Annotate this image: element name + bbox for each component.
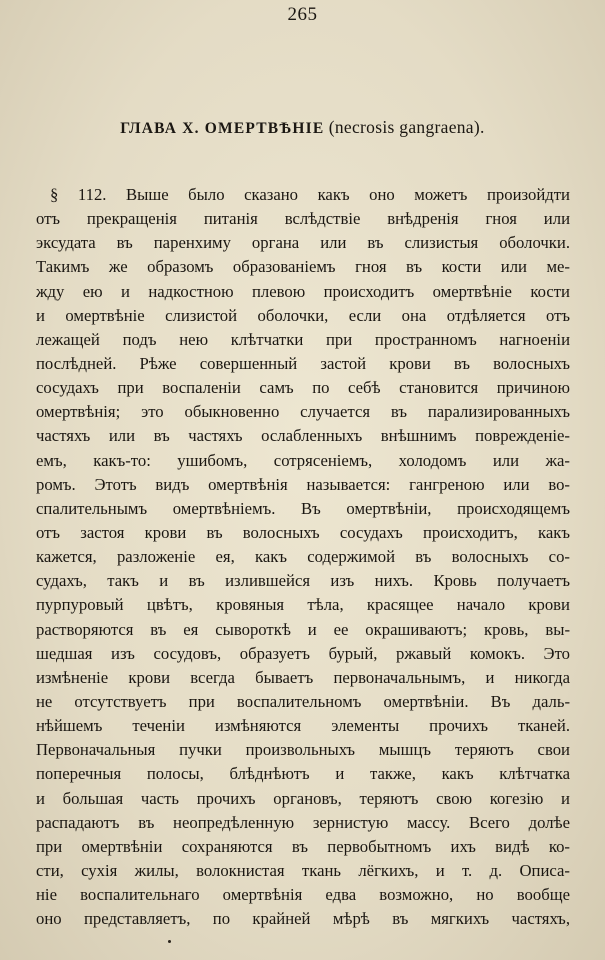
page-number: 265 bbox=[287, 4, 318, 25]
text-line: ніе воспалительнаго омертвѣнія едва возможно, но вообще bbox=[36, 885, 570, 905]
text-line: оно представляетъ, по крайней мѣрѣ въ мягкихъ частяхъ, bbox=[36, 909, 570, 929]
text-line: отъ застоя крови въ волосныхъ сосудахъ происходитъ, какъ bbox=[36, 522, 570, 542]
text-line: измѣненіе крови всегда бываетъ первоначальнымъ, и никогда bbox=[36, 667, 570, 687]
text-line: и омертвѣніе слизистой оболочки, если она отдѣляется отъ bbox=[36, 305, 570, 325]
text-line: отъ прекращенія питанія вслѣдствіе внѣдренія гноя или bbox=[36, 209, 570, 229]
text-line: § 112. Выше было сказано какъ оно можетъ произойдти bbox=[50, 185, 570, 204]
text-line: ромъ. Этотъ видъ омертвѣнія называется: гангреною или во- bbox=[36, 474, 570, 494]
text-line: послѣдней. Рѣже совершенный застой крови въ волосныхъ bbox=[36, 353, 570, 373]
chapter-title bbox=[0, 117, 605, 138]
text-line: эксудата въ паренхиму органа или въ слизистыя оболочки. bbox=[36, 233, 570, 253]
text-line: лежащей подъ нею клѣтчатки при пространномъ нагноеніи bbox=[36, 329, 570, 349]
text-line: шедшая изъ сосудовъ, образуетъ бурый, ржавый комокъ. Это bbox=[36, 643, 570, 663]
text-line: сосудахъ при воспаленіи самъ по себѣ становится причиною bbox=[36, 378, 570, 398]
text-line: спалительнымъ омертвѣніемъ. Въ омертвѣніи, происходящемъ bbox=[36, 498, 570, 518]
text-line: омертвѣнія; это обыкновенно случается въ парализированныхъ bbox=[36, 402, 570, 422]
print-speck bbox=[168, 940, 171, 943]
text-line: емъ, какъ-то: ушибомъ, сотрясеніемъ, холодомъ или жа- bbox=[36, 450, 570, 470]
body-text bbox=[36, 183, 570, 931]
text-line: поперечныя полосы, блѣднѣютъ и также, какъ клѣтчатка bbox=[36, 764, 570, 784]
text-line: распадаютъ въ неопредѣленную зернистую массу. Всего долѣе bbox=[36, 812, 570, 832]
text-line: Такимъ же образомъ образованіемъ гноя въ кости или ме- bbox=[36, 257, 570, 277]
chapter-heading: ГЛАВА X. ОМЕРТВѢНІЕ bbox=[120, 120, 325, 137]
text-line: нѣйшемъ теченіи измѣняются элементы прочихъ тканей. bbox=[36, 716, 570, 736]
chapter-latin-subtitle: (necrosis gangraena). bbox=[328, 117, 485, 137]
text-line: и большая часть прочихъ органовъ, теряютъ свою когезію и bbox=[36, 788, 570, 808]
text-line: Первоначальныя пучки произвольныхъ мышцъ теряютъ свои bbox=[36, 740, 570, 760]
text-line: частяхъ или въ частяхъ ослабленныхъ внѣшнимъ поврежденіе- bbox=[36, 426, 570, 446]
text-line: кажется, разложеніе ея, какъ содержимой въ волосныхъ со- bbox=[36, 547, 570, 567]
text-line: судахъ, такъ и въ излившейся изъ нихъ. Кровь получаетъ bbox=[36, 571, 570, 591]
text-line: жду ею и надкостною плевою происходитъ омертвѣніе кости bbox=[36, 281, 570, 301]
text-line: пурпуровый цвѣтъ, кровяныя тѣла, красящее начало крови bbox=[36, 595, 570, 615]
text-line: растворяются въ ея сывороткѣ и ее окрашиваютъ; кровь, вы- bbox=[36, 619, 570, 639]
text-line: при омертвѣніи сохраняются въ первобытномъ ихъ видѣ ко- bbox=[36, 836, 570, 856]
text-line: сти, сухія жилы, волокнистая ткань лёгкихъ, и т. д. Описа- bbox=[36, 860, 570, 880]
text-line: не отсутствуетъ при воспалительномъ омертвѣніи. Въ даль- bbox=[36, 691, 570, 711]
